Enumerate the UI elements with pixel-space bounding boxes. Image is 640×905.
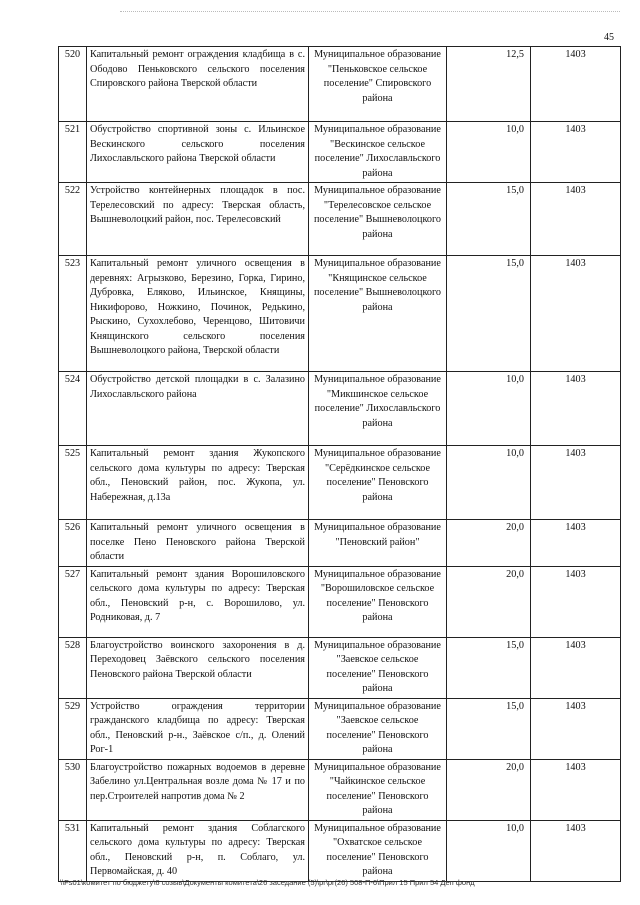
recipient-municipality: Муниципальное образование "Микшинское сельское поселение" Лихославльского района bbox=[309, 372, 447, 446]
row-number: 522 bbox=[59, 183, 87, 256]
budget-code: 1403 bbox=[531, 759, 621, 820]
table-row bbox=[59, 759, 621, 820]
project-description: Благоустройство пожарных водоемов в деревне Забелино ул.Центральная возле дома № 17 и по пер.Строителей напротив дома № 2 bbox=[87, 759, 309, 820]
row-number: 530 bbox=[59, 759, 87, 820]
amount: 10,0 bbox=[447, 372, 531, 446]
table-row bbox=[59, 520, 621, 567]
recipient-municipality: Муниципальное образование "Пеновский район" bbox=[309, 520, 447, 567]
project-description: Капитальный ремонт здания Соблагского сельского дома культуры по адресу: Тверская обл., Пеновский р-н, п. Соблаго, ул. Первомайская, д. 40 bbox=[87, 820, 309, 881]
budget-code: 1403 bbox=[531, 566, 621, 637]
row-number: 520 bbox=[59, 47, 87, 122]
table-row bbox=[59, 122, 621, 183]
budget-code: 1403 bbox=[531, 256, 621, 372]
budget-code: 1403 bbox=[531, 820, 621, 881]
recipient-municipality: Муниципальное образование "Охватское сельское поселение" Пеновского района bbox=[309, 820, 447, 881]
project-description: Капитальный ремонт уличного освещения в поселке Пено Пеновского района Тверской области bbox=[87, 520, 309, 567]
budget-code: 1403 bbox=[531, 183, 621, 256]
recipient-municipality: Муниципальное образование "Чайкинское сельское поселение" Пеновского района bbox=[309, 759, 447, 820]
amount: 15,0 bbox=[447, 256, 531, 372]
project-description: Капитальный ремонт ограждения кладбища в с. Ободово Пеньковского сельского поселения Спировского района Тверской области bbox=[87, 47, 309, 122]
table-row bbox=[59, 698, 621, 759]
table-row bbox=[59, 637, 621, 698]
amount: 15,0 bbox=[447, 637, 531, 698]
table-row bbox=[59, 446, 621, 520]
budget-code: 1403 bbox=[531, 637, 621, 698]
budget-code: 1403 bbox=[531, 47, 621, 122]
budget-code: 1403 bbox=[531, 122, 621, 183]
row-number: 523 bbox=[59, 256, 87, 372]
project-description: Капитальный ремонт здания Жукопского сельского дома культуры по адресу: Тверская обл., Пеновский район, пос. Жукопа, ул. Набережная, д.13а bbox=[87, 446, 309, 520]
recipient-municipality: Муниципальное образование "Заевское сельское поселение" Пеновского района bbox=[309, 698, 447, 759]
budget-code: 1403 bbox=[531, 372, 621, 446]
project-description: Обустройство спортивной зоны с. Ильинское Вескинского сельского поселения Лихославльского района Тверской области bbox=[87, 122, 309, 183]
row-number: 526 bbox=[59, 520, 87, 567]
recipient-municipality: Муниципальное образование "Заевское сельское поселение" Пеновского района bbox=[309, 637, 447, 698]
table-row bbox=[59, 47, 621, 122]
table-row bbox=[59, 372, 621, 446]
budget-code: 1403 bbox=[531, 446, 621, 520]
table-row bbox=[59, 566, 621, 637]
amount: 15,0 bbox=[447, 183, 531, 256]
amount: 20,0 bbox=[447, 759, 531, 820]
row-number: 525 bbox=[59, 446, 87, 520]
recipient-municipality: Муниципальное образование "Пеньковское сельское поселение" Спировского района bbox=[309, 47, 447, 122]
amount: 12,5 bbox=[447, 47, 531, 122]
project-description: Капитальный ремонт уличного освещения в деревнях: Агрызково, Березино, Горка, Гирино, Дубровка, Еляково, Ильинское, Княщины, Никифорово, Ножкино, Починок, Редькино, Рыскино, Сухохлебово, Черенцово, Шитовичи Княщинского сельского поселения Вышневолоцкого района, Тверской области bbox=[87, 256, 309, 372]
project-description: Устройство ограждения территории гражданского кладбища по адресу: Тверская обл., Пеновский р-н., Заёвское с/п., д. Олений Рог-1 bbox=[87, 698, 309, 759]
row-number: 529 bbox=[59, 698, 87, 759]
recipient-municipality: Муниципальное образование "Серёдкинское сельское поселение" Пеновского района bbox=[309, 446, 447, 520]
amount: 10,0 bbox=[447, 122, 531, 183]
row-number: 528 bbox=[59, 637, 87, 698]
table-row bbox=[59, 256, 621, 372]
table-row bbox=[59, 183, 621, 256]
project-description: Благоустройство воинского захоронения в д. Переходовец Заёвского сельского поселения Пеновского района Тверской области bbox=[87, 637, 309, 698]
project-description: Капитальный ремонт здания Ворошиловского сельского дома культуры по адресу: Тверская обл., Пеновский р-н, с. Ворошилово, ул. Родниковая, д. 7 bbox=[87, 566, 309, 637]
page-number: 45 bbox=[604, 32, 614, 43]
file-path-footer: \\Fs01\комитет по бюджету\6 созыв\Документы комитета\26 заседание (5)\pr\pr(26) 508-П-6\Прил 15 Прил 54 Деп фонд bbox=[60, 878, 475, 887]
project-description: Устройство контейнерных площадок в пос. Терелесовский по адресу: Тверская область, Вышневолоцкий район, пос. Терелесовский bbox=[87, 183, 309, 256]
amount: 20,0 bbox=[447, 520, 531, 567]
amount: 20,0 bbox=[447, 566, 531, 637]
budget-code: 1403 bbox=[531, 520, 621, 567]
recipient-municipality: Муниципальное образование "Вескинское сельское поселение" Лихославльского района bbox=[309, 122, 447, 183]
row-number: 531 bbox=[59, 820, 87, 881]
project-description: Обустройство детской площадки в с. Залазино Лихославльского района bbox=[87, 372, 309, 446]
appropriations-table bbox=[58, 46, 621, 882]
budget-code: 1403 bbox=[531, 698, 621, 759]
row-number: 524 bbox=[59, 372, 87, 446]
table-row bbox=[59, 820, 621, 881]
recipient-municipality: Муниципальное образование "Терелесовское сельское поселение" Вышневолоцкого района bbox=[309, 183, 447, 256]
row-number: 521 bbox=[59, 122, 87, 183]
amount: 10,0 bbox=[447, 820, 531, 881]
scan-header-artifact bbox=[120, 3, 620, 12]
amount: 10,0 bbox=[447, 446, 531, 520]
row-number: 527 bbox=[59, 566, 87, 637]
recipient-municipality: Муниципальное образование "Ворошиловское сельское поселение" Пеновского района bbox=[309, 566, 447, 637]
amount: 15,0 bbox=[447, 698, 531, 759]
recipient-municipality: Муниципальное образование "Княщинское сельское поселение" Вышневолоцкого района bbox=[309, 256, 447, 372]
